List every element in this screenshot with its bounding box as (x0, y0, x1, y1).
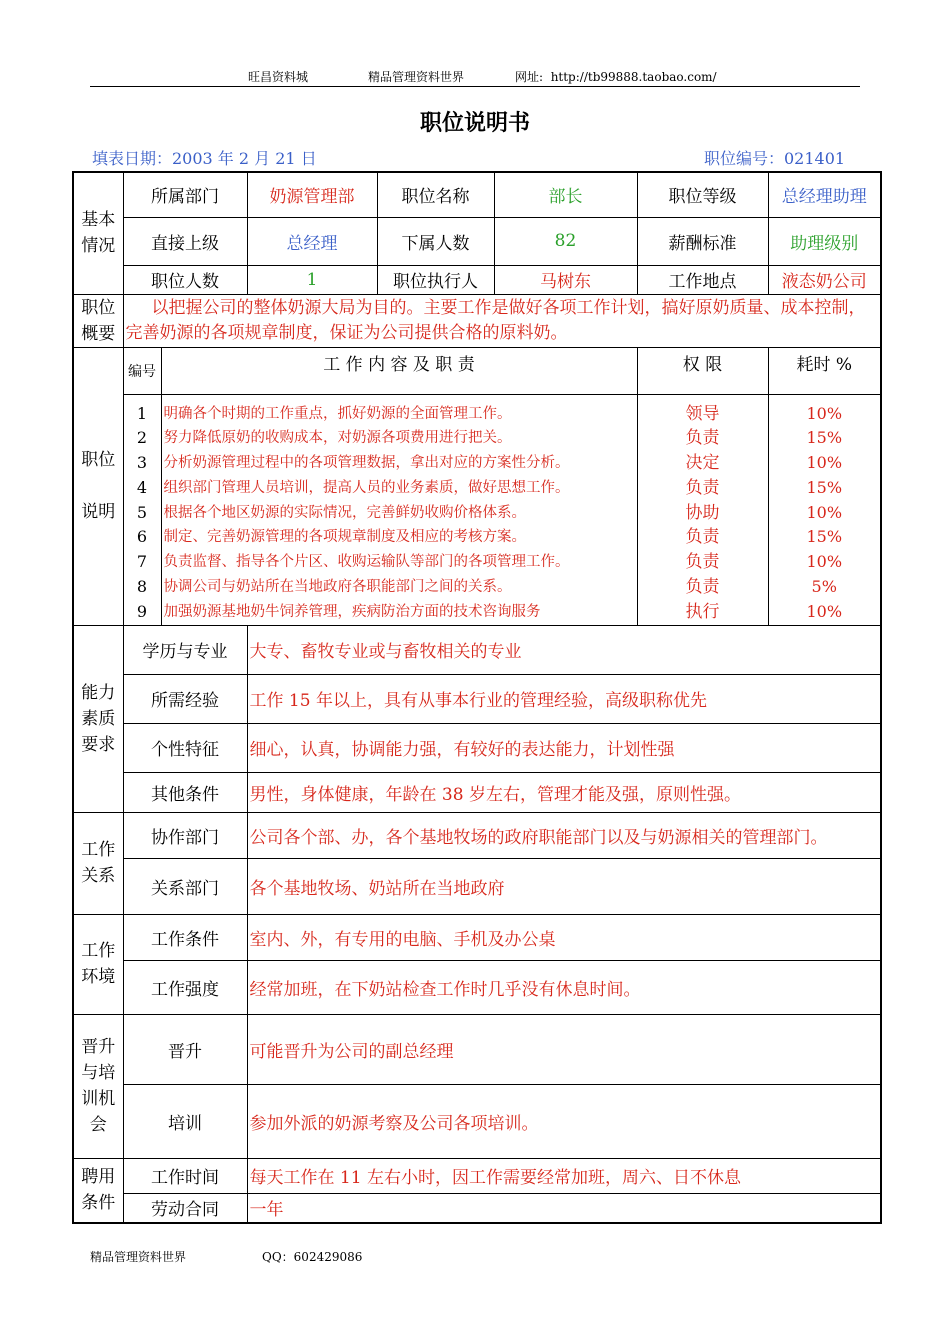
salary-label: 薪酬标准 (637, 217, 768, 265)
duty-time: 10% (806, 552, 843, 572)
page-title: 职位说明书 (419, 111, 530, 136)
duty-authority: 负责 (685, 477, 720, 498)
duty-no: 2 (136, 428, 148, 448)
header-company: 旺昌资料城 (248, 70, 309, 84)
duty-time: 10% (806, 502, 843, 522)
duty-time: 10% (806, 601, 843, 621)
dept-label: 所属部门 (123, 172, 247, 217)
duty-no: 8 (136, 577, 148, 597)
training-value: 参加外派的奶源考察及公司各项培训。 (247, 1084, 881, 1158)
duty-time: 15% (806, 527, 843, 547)
subordinates-value: 82 (494, 217, 637, 265)
location-value: 液态奶公司 (768, 265, 881, 294)
coop-value: 公司各个部、办，各个基地牧场的政府职能部门以及与奶源相关的管理部门。 (247, 812, 881, 858)
duty-authority: 领导 (685, 403, 720, 424)
duty-text: 负责监督、指导各个片区、收购运输队等部门的各项管理工作。 (163, 554, 570, 571)
superior-value: 总经理 (247, 217, 377, 265)
promotion-label: 晋升 (123, 1014, 247, 1084)
section-overview: 职位概要 (73, 294, 123, 347)
headcount-value: 1 (247, 265, 377, 294)
other-label: 其他条件 (123, 772, 247, 812)
hours-label: 工作时间 (123, 1158, 247, 1193)
duty-text: 根据各个地区奶源的实际情况，完善鲜奶收购价格体系。 (163, 504, 526, 521)
section-basic: 基本情况 (73, 172, 123, 294)
other-value: 男性，身体健康，年龄在 38 岁左右，管理才能及强，原则性强。 (247, 772, 881, 812)
relation-value: 各个基地牧场、奶站所在当地政府 (247, 858, 881, 914)
duty-text: 加强奶源基地奶牛饲养管理，疾病防治方面的技术咨询服务 (163, 603, 541, 620)
duty-no: 1 (136, 403, 148, 423)
contract-label: 劳动合同 (123, 1193, 247, 1223)
promotion-value: 可能晋升为公司的副总经理 (247, 1014, 881, 1084)
executor-label: 职位执行人 (377, 265, 494, 294)
grade-value: 总经理助理 (768, 172, 881, 217)
personality-label: 个性特征 (123, 723, 247, 772)
duty-text: 明确各个时期的工作重点，抓好奶源的全面管理工作。 (163, 405, 512, 422)
header-site-label: 网址 (515, 70, 540, 84)
grade-label: 职位等级 (637, 172, 768, 217)
location-label: 工作地点 (637, 265, 768, 294)
title-value: 部长 (494, 172, 637, 217)
training-label: 培训 (123, 1084, 247, 1158)
headcount-label: 职位人数 (123, 265, 247, 294)
col-no: 编号 (123, 347, 161, 394)
section-environment: 工作环境 (73, 914, 123, 1014)
duty-text: 组织部门管理人员培训，提高人员的业务素质，做好思想工作。 (163, 479, 570, 496)
footer-world: 精品管理资料世界 (90, 1250, 187, 1264)
duty-no: 6 (136, 527, 148, 547)
condition-value: 室内、外，有专用的电脑、手机及办公桌 (247, 914, 881, 960)
duty-text: 协调公司与奶站所在当地政府各职能部门之间的关系。 (163, 579, 512, 596)
header-divider (90, 86, 860, 87)
duty-no: 3 (136, 453, 148, 473)
experience-value: 工作 15 年以上，具有从事本行业的管理经验，高级职称优先 (247, 674, 881, 723)
col-authority: 权 限 (637, 347, 768, 394)
duty-authority: 负责 (685, 428, 720, 449)
coop-label: 协作部门 (123, 812, 247, 858)
duty-text: 制定、完善奶源管理的各项规章制度及相应的考核方案。 (163, 529, 526, 546)
duty-time: 15% (806, 428, 843, 448)
section-promotion: 晋升与培训机会 (73, 1014, 123, 1158)
duty-texts (161, 394, 637, 625)
job-number: 职位编号：021401 (704, 149, 846, 168)
hours-value: 每天工作在 11 左右小时，因工作需要经常加班，周六、日不休息 (247, 1158, 881, 1193)
job-description-table (72, 171, 882, 1224)
duty-authority: 负责 (685, 552, 720, 573)
col-time: 耗时 % (768, 347, 881, 394)
duty-numbers (123, 394, 161, 625)
intensity-label: 工作强度 (123, 960, 247, 1014)
section-relations: 工作关系 (73, 812, 123, 914)
duty-authority: 执行 (685, 601, 720, 622)
section-duties: 职位说明 (73, 347, 123, 625)
salary-value: 助理级别 (768, 217, 881, 265)
superior-label: 直接上级 (123, 217, 247, 265)
dept-value: 奶源管理部 (247, 172, 377, 217)
duty-authority: 协助 (685, 502, 720, 523)
header-site-url[interactable]: http://tb99888.taobao.com/ (550, 70, 717, 84)
duty-authority: 决定 (685, 453, 720, 474)
overview-text: 以把握公司的整体奶源大局为目的。主要工作是做好各项工作计划，搞好原奶质量、成本控制，完善奶源的各项规章制度，保证为公司提供合格的原料奶。 (123, 294, 881, 347)
fill-date: 填表日期：2003 年 2 月 21 日 (92, 149, 317, 168)
title-label: 职位名称 (377, 172, 494, 217)
education-label: 学历与专业 (123, 625, 247, 674)
intensity-value: 经常加班，在下奶站检查工作时几乎没有休息时间。 (247, 960, 881, 1014)
section-ability: 能力素质要求 (73, 625, 123, 812)
subordinates-label: 下属人数 (377, 217, 494, 265)
contract-value: 一年 (247, 1193, 881, 1223)
education-value: 大专、畜牧专业或与畜牧相关的专业 (247, 625, 881, 674)
duty-authorities (637, 394, 768, 625)
duty-text: 分析奶源管理过程中的各项管理数据，拿出对应的方案性分析。 (163, 455, 570, 472)
duty-time: 5% (811, 577, 837, 597)
duty-times (768, 394, 881, 625)
duty-no: 7 (136, 552, 148, 572)
relation-label: 关系部门 (123, 858, 247, 914)
duty-time: 10% (806, 453, 843, 473)
duty-no: 9 (136, 601, 148, 621)
header-world: 精品管理资料世界 (368, 70, 465, 84)
condition-label: 工作条件 (123, 914, 247, 960)
duty-authority: 负责 (685, 527, 720, 548)
section-employment: 聘用条件 (73, 1158, 123, 1223)
experience-label: 所需经验 (123, 674, 247, 723)
duty-no: 4 (136, 477, 148, 497)
duty-time: 10% (806, 403, 843, 423)
footer-qq: QQ：602429086 (262, 1250, 363, 1264)
col-content: 工 作 内 容 及 职 责 (161, 347, 637, 394)
duty-time: 15% (806, 477, 843, 497)
header-site: 网址: http://tb99888.taobao.com/ (515, 70, 717, 84)
executor-value: 马树东 (494, 265, 637, 294)
personality-value: 细心，认真，协调能力强，有较好的表达能力，计划性强 (247, 723, 881, 772)
duty-authority: 负责 (685, 577, 720, 598)
duty-no: 5 (136, 502, 148, 522)
duty-text: 努力降低原奶的收购成本，对奶源各项费用进行把关。 (163, 430, 512, 447)
